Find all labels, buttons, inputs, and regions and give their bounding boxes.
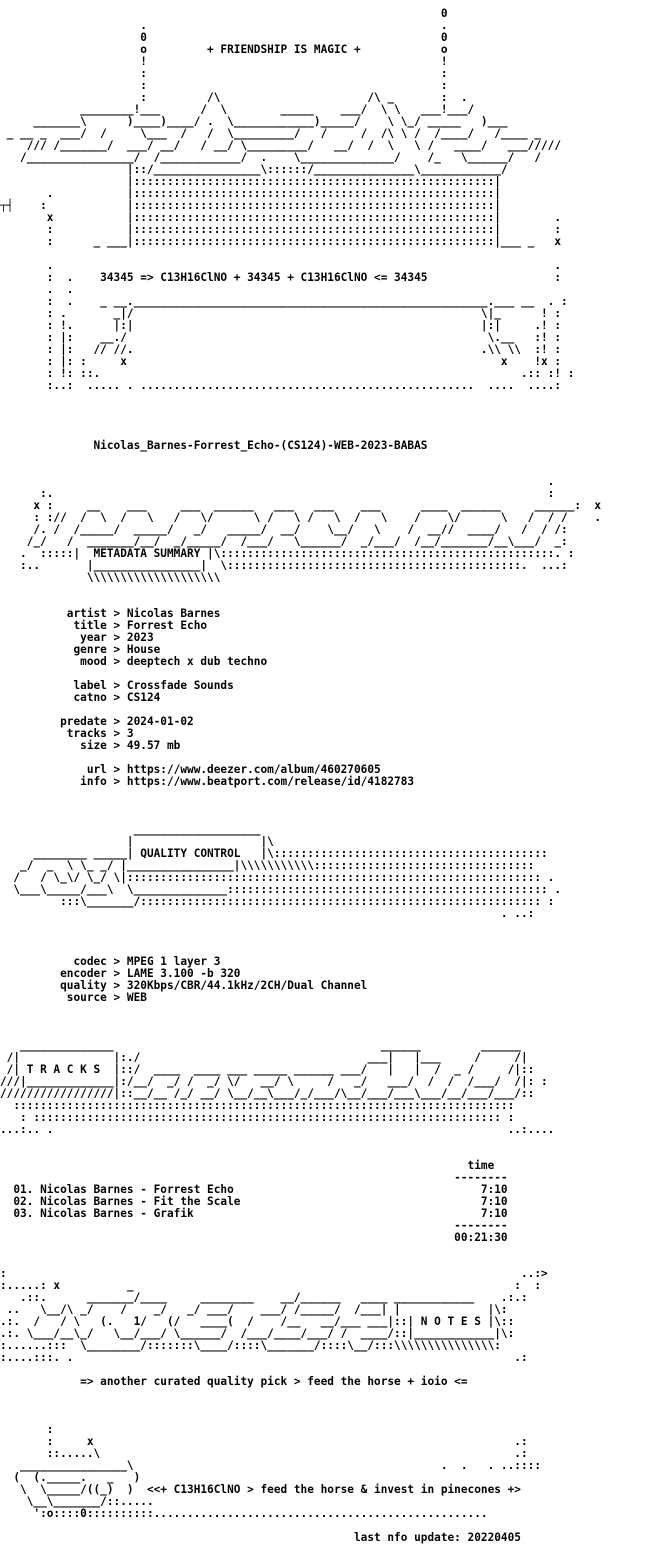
- nfo-line: :::::::::::::::::::::::::::::::::::::::::::::::::::::::::::::::::::::::::::: [0, 1099, 515, 1112]
- nfo-line: --------: [0, 1171, 508, 1184]
- nfo-line: => another curated quality pick > feed the horse + ioio <=: [0, 1375, 468, 1388]
- nfo-line: [0, 1520, 648, 1532]
- nfo-line: ( (._____. _ ): [0, 1471, 141, 1484]
- nfo-line: [0, 392, 648, 404]
- nfo-line: [0, 452, 648, 464]
- nfo-line: o + FRIENDSHIP IS MAGIC + o: [0, 43, 448, 56]
- nfo-line: . .: [0, 259, 562, 272]
- nfo-line: Nicolas_Barnes-Forrest_Echo-(CS124)-WEB-2023-BABAS: [0, 439, 428, 452]
- nfo-line: : ..:>: [0, 1267, 548, 1280]
- nfo-line: .::. _______/____ ________ __/______ ____ ____________ .:.:: [0, 1291, 528, 1304]
- nfo-line: [0, 1016, 648, 1028]
- nfo-line: :::\_______/:::::::::::::::::::::::::::::::::::::::::::::::::::::::::::: :: [0, 895, 555, 908]
- nfo-line: url > https://www.deezer.com/album/460270605: [0, 763, 381, 776]
- nfo-line: [0, 788, 648, 800]
- nfo-line: size > 49.57 mb: [0, 739, 181, 752]
- nfo-line: [0, 932, 648, 944]
- nfo-line: [0, 800, 648, 812]
- nfo-line: .. \__/\ _/ / _/ _/ ___/ ___/ /_____/ /___| | |\:: [0, 1303, 508, 1316]
- nfo-line: : |: // //. .\\ \\ :! :: [0, 343, 562, 356]
- nfo-line: time: [0, 1159, 495, 1172]
- nfo-line: mood > deeptech x dub techno: [0, 655, 268, 668]
- nfo-line: : /\ /\ _ : .: [0, 91, 468, 104]
- nfo-line: _______\ )____)____/ . \____________)_____/ \ \_/ _____ )___: [0, 115, 508, 128]
- nfo-line: label > Crossfade Sounds: [0, 679, 234, 692]
- nfo-line: [0, 1412, 648, 1424]
- nfo-line: quality > 320Kbps/CBR/44.1kHz/2CH/Dual Channel: [0, 979, 368, 992]
- nfo-line: . |::::::::::::::::::::::::::::::::::::::::::::::::::::::|: [0, 187, 501, 200]
- nfo-line: :.....: x _ : :: [0, 1279, 541, 1292]
- nfo-line: .:. \___/__\_/ \__/___/ \______/ /___/____/___/ / ____/::|____________|\:: [0, 1327, 515, 1340]
- nfo-line: \__\_______/::.....: [0, 1495, 154, 1508]
- nfo-line: _ __ _ ___/ / \___ / / \_________/ / / /\ \ / /____/ /____ _: [0, 127, 541, 140]
- nfo-line: x : __ ___ ___ ______ ___ ___ ___ ____ ______ ______: x: [0, 499, 602, 512]
- nfo-line: x |::::::::::::::::::::::::::::::::::::::::::::::::::::::| .: [0, 211, 562, 224]
- nfo-line: [0, 584, 648, 596]
- nfo-line: \___\_____/___\ \______________:::::::::::::::::::::::::::::::::::::::::::::::: .: [0, 883, 562, 896]
- nfo-line: artist > Nicolas Barnes: [0, 607, 221, 620]
- nfo-line: ///|_____________|:/__/ _/ / _/ \/ __/ \ / _/ ___/ / / /___/ /|: :: [0, 1075, 548, 1088]
- nfo-line: /////////////////|::__/__ /_/ __/ \__/__\___/_/___/\__/___/___\___/__/___/___/::: [0, 1087, 535, 1100]
- nfo-line: . ..:: [0, 907, 535, 920]
- nfo-line: : . _ __._____________________________________________________.___ __ . :: [0, 295, 568, 308]
- nfo-line: .: [0, 475, 555, 488]
- nfo-line: \\\\\\\\\\\\\\\\\\\\: [0, 571, 221, 584]
- nfo-line: : :// / \ / \ / \/ \ / \ / \ / \ / \/ \ / / / .: [0, 511, 602, 524]
- nfo-line: : :: [0, 67, 448, 80]
- nfo-line: ...:.. . ..:....: [0, 1123, 555, 1136]
- nfo-line: / / \_\/ \_/ \|:::::::::::::::::::::::::::::::::::::::::::::::::::::::::::::: .: [0, 871, 555, 884]
- nfo-line: : . 34345 => C13H16ClNO + 34345 + C13H16ClNO <= 34345 :: [0, 271, 562, 284]
- nfo-line: genre > House: [0, 643, 161, 656]
- nfo-line: /________________/ /____________/ . \______________/ /_ \______/ /: [0, 151, 541, 164]
- nfo-line: /| |:./ ___| |___ / /|: [0, 1051, 528, 1064]
- nfo-line: catno > CS124: [0, 691, 161, 704]
- nfo-line: ! !: [0, 55, 448, 68]
- nfo-line: [0, 404, 648, 416]
- nfo-line: ________________\ . . . ..::::: [0, 1459, 541, 1472]
- nfo-line: 0: [0, 7, 448, 20]
- nfo-line: : |: : x x !x :: [0, 355, 562, 368]
- nfo-line: source > WEB: [0, 991, 147, 1004]
- nfo-line: ___________________: [0, 823, 261, 836]
- nfo-line: [0, 1244, 648, 1256]
- nfo-line: /_/ / _______/__/ _/_____/ /___/ \______/ _/___/ /__/_______/__\___/ _:: [0, 535, 568, 548]
- nfo-line: [0, 1004, 648, 1016]
- nfo-line: last nfo update: 20220405: [0, 1531, 521, 1544]
- nfo-line: :: [0, 1423, 54, 1436]
- nfo-line: : . _|/ \|_ ! :: [0, 307, 562, 320]
- nfo-line: : :: [0, 79, 448, 92]
- nfo-line: year > 2023: [0, 631, 154, 644]
- nfo-line: tracks > 3: [0, 727, 134, 740]
- nfo-line: title > Forrest Echo: [0, 619, 208, 632]
- nfo-line: : x .:: [0, 1435, 528, 1448]
- nfo-line: ::.....\ .:: [0, 1447, 528, 1460]
- nfo-line: [0, 1136, 648, 1148]
- nfo-line: predate > 2024-01-02: [0, 715, 194, 728]
- nfo-line: /| T R A C K S |::/ ____ ____ ___ _____ ______ ___/ | | / _ / /|::: [0, 1063, 535, 1076]
- nfo-line: :.. |________________| \::::::::::::::::::::::::::::::::::::::::::::. ...:: [0, 559, 568, 572]
- nfo-line: ┬┤ : |::::::::::::::::::::::::::::::::::::::::::::::::::::::|: [0, 199, 501, 212]
- nfo-line: \ \_____/((_) ) <<+ C13H16ClNO > feed the horse & invest in pinecones +>: [0, 1483, 521, 1496]
- nfo-line: info > https://www.beatport.com/release/id/4182783: [0, 775, 415, 788]
- nfo-line: [0, 920, 648, 932]
- nfo-line: 02. Nicolas Barnes - Fit the Scale 7:10: [0, 1195, 508, 1208]
- nfo-line: :. :: [0, 487, 555, 500]
- nfo-line: ______________ ______ ______: [0, 1039, 521, 1052]
- nfo-line: |::::::::::::::::::::::::::::::::::::::::::::::::::::::|: [0, 175, 501, 188]
- nfo-line: 01. Nicolas Barnes - Forrest Echo 7:10: [0, 1183, 508, 1196]
- nfo-line: :......::: \________/:::::::\____/::::\_______/::::\__/:::\\\\\\\\\\\\\\\:: [0, 1339, 501, 1352]
- nfo-line: : !. |:| |:| .! :: [0, 319, 562, 332]
- nfo-line: 00:21:30: [0, 1231, 508, 1244]
- nfo-line: 03. Nicolas Barnes - Grafik 7:10: [0, 1207, 508, 1220]
- nfo-line: . .: [0, 19, 448, 32]
- nfo-line: |::/________________\::::::/_______________\____________/: [0, 163, 508, 176]
- nfo-line: --------: [0, 1219, 508, 1232]
- nfo-line: : :::::::::::::::::::::::::::::::::::::::::::::::::::::::::::::::::::::: :: [0, 1111, 515, 1124]
- nfo-line: _/ _ \ \_ _/ |________________|\\\\\\\\\\\:::::::::::::::::::::::::::::::::: [0, 859, 535, 872]
- nfo-line: : |::::::::::::::::::::::::::::::::::::::::::::::::::::::| :: [0, 223, 562, 236]
- nfo-line: /// /_______/ ___/ __/ / __/ \_________/ __/ / \ \ / ____/ ___/////: [0, 139, 562, 152]
- nfo-line: [0, 416, 648, 428]
- nfo-line: : |: __./ \.__ :! :: [0, 331, 562, 344]
- nfo-line: : _ ___|::::::::::::::::::::::::::::::::::::::::::::::::::::::|___ _ x: [0, 235, 562, 248]
- nfo-line: . :::::| METADATA SUMMARY |\::::::::::::::::::::::::::::::::::::::::::::::::::. :: [0, 547, 575, 560]
- nfo-line: :....:::. . .:: [0, 1351, 528, 1364]
- nfo-line: :..: ..... . .................................................. .... ....:: [0, 379, 562, 392]
- nfo-line: 0 0: [0, 31, 448, 44]
- nfo-line: [0, 1400, 648, 1412]
- nfo-line: /. / /_____/ _____/ _/ _____/ __/ \__/ \ / __// ____/ / / /:: [0, 523, 568, 536]
- nfo-line: .:. / / \ (. 1/ (/ ____( / /__ __/___ ___|::| N O T E S |\::: [0, 1315, 515, 1328]
- nfo-line: : !: ::. .:: :! :: [0, 367, 575, 380]
- nfo-line: ':o::::0::::::::::..................................................: [0, 1507, 488, 1520]
- nfo-line: codec > MPEG 1 layer 3: [0, 955, 221, 968]
- nfo-line: [0, 1388, 648, 1400]
- nfo-line: ________!___ / \ _____ ___/ \ \ ___!___/: [0, 103, 475, 116]
- nfo-line: | |\: [0, 835, 274, 848]
- nfo-line: encoder > LAME 3.100 -b 320: [0, 967, 241, 980]
- nfo-line: ________ _____| QUALITY CONTROL |\:::::::::::::::::::::::::::::::::::::::::: [0, 847, 548, 860]
- nfo-line: . .: [0, 283, 74, 296]
